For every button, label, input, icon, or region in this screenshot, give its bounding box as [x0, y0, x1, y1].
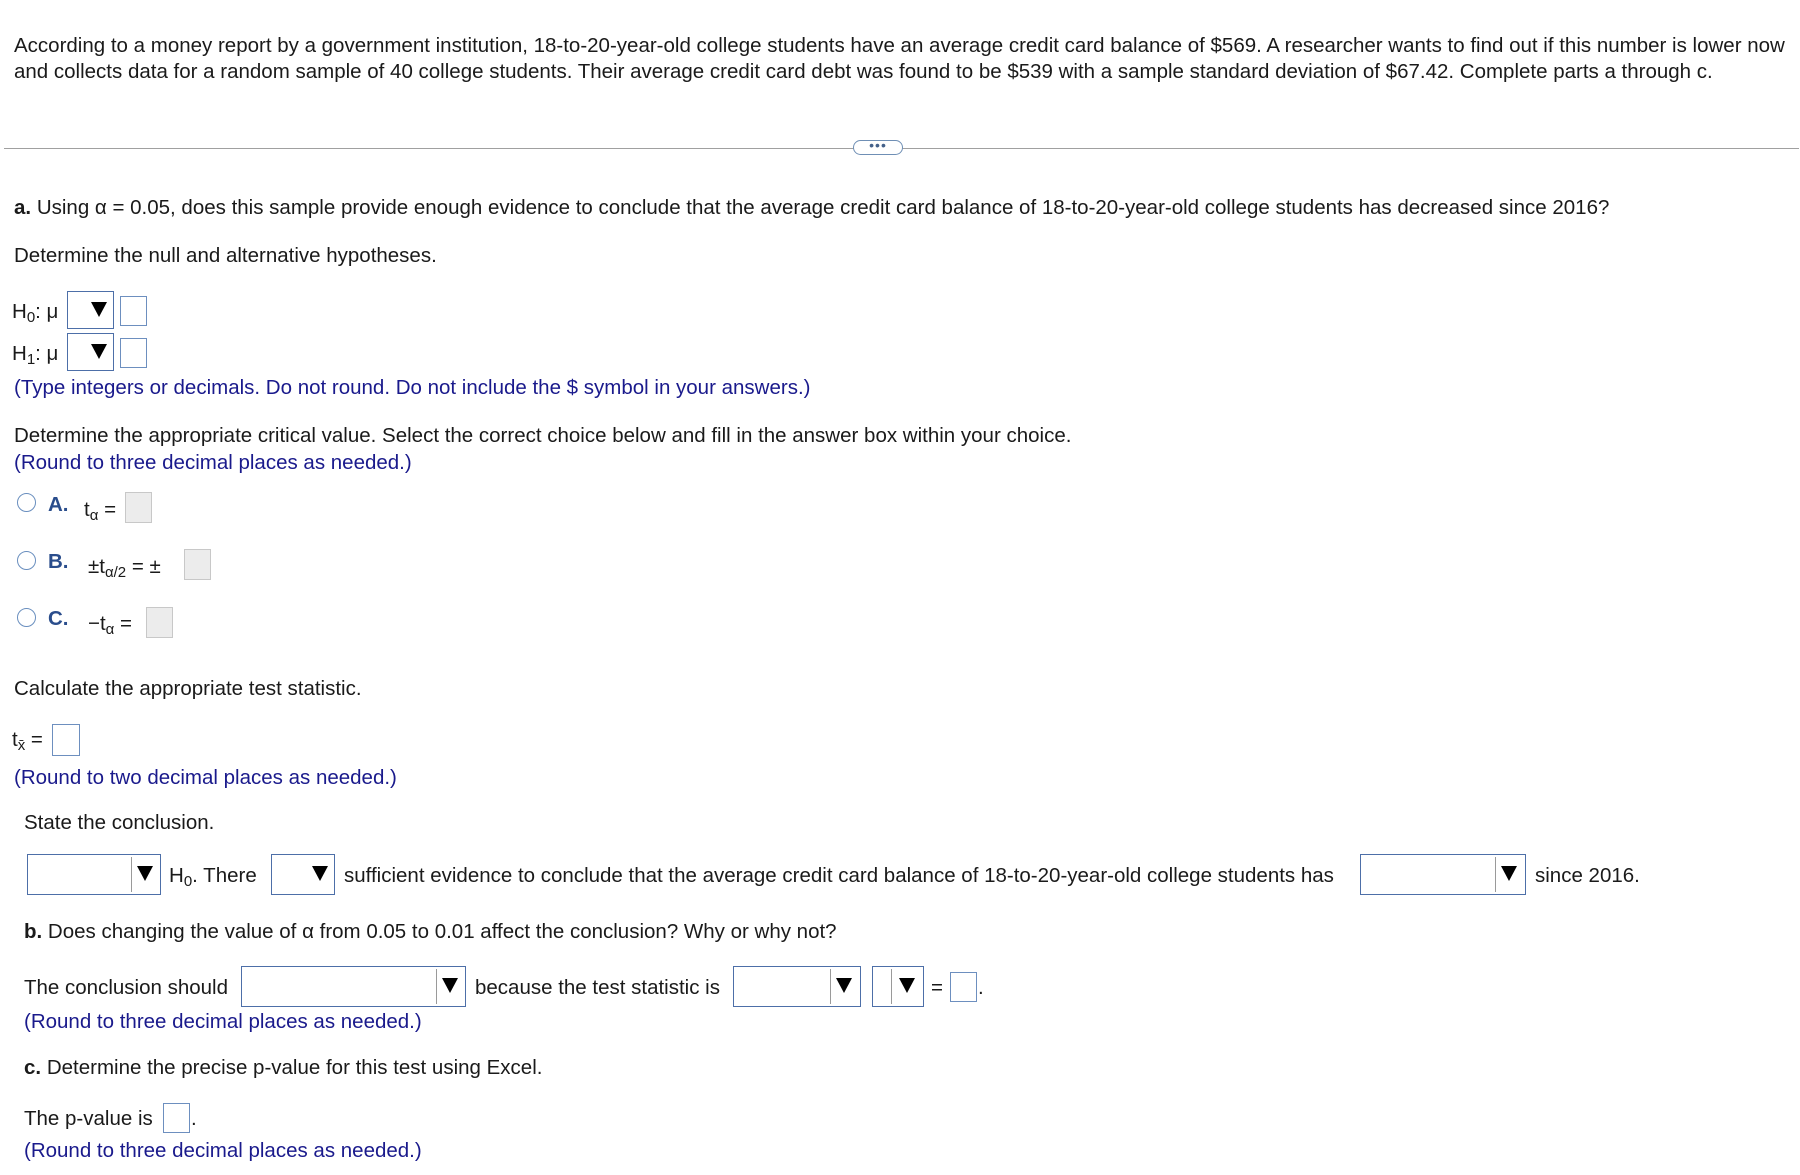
part-a-label: a.	[14, 196, 32, 219]
part-c-label: c.	[24, 1056, 42, 1079]
hypotheses-prompt: Determine the null and alternative hypotheses.	[14, 244, 437, 267]
p-value-input[interactable]	[163, 1103, 190, 1133]
chevron-down-icon	[137, 866, 153, 881]
chevron-down-icon	[1501, 866, 1517, 881]
conclusion-end-text: since 2016.	[1535, 864, 1640, 887]
h1-label: $H_1$: μ	[12, 342, 59, 368]
test-statistic-label: $t_{x̄}$ =	[12, 728, 43, 754]
choice-c-input[interactable]	[146, 607, 173, 638]
part-b-label: b.	[24, 920, 43, 943]
p-value-note: (Round to three decimal places as needed.)	[24, 1139, 422, 1162]
conclusion-should-label: The conclusion should	[24, 976, 228, 999]
hypotheses-note: (Type integers or decimals. Do not round. Do not include the $ symbol in your answers.)	[14, 376, 811, 399]
part-b-question	[24, 920, 837, 944]
critical-value-symbol-dropdown[interactable]	[872, 966, 924, 1007]
balance-change-dropdown[interactable]	[1360, 854, 1526, 895]
chevron-down-icon	[91, 344, 107, 359]
h0-label: $H_0$: μ	[12, 300, 59, 326]
part-c-question	[24, 1056, 542, 1080]
test-statistic-input[interactable]	[52, 724, 80, 756]
chevron-down-icon	[442, 978, 458, 993]
choice-b-expression: $\pm t_{\alpha/2}$ = ±	[88, 555, 161, 581]
test-statistic-note: (Round to two decimal places as needed.)	[14, 766, 397, 789]
h1-operator-dropdown[interactable]	[67, 333, 114, 371]
p-value-period: .	[191, 1107, 197, 1130]
conclusion-h0: $H_0$. There	[169, 864, 257, 890]
choice-a-letter: A.	[48, 493, 69, 516]
part-b-period: .	[978, 976, 984, 999]
conclusion-prompt: State the conclusion.	[24, 811, 215, 834]
choice-c-radio[interactable]	[17, 608, 36, 627]
part-b-note: (Round to three decimal places as needed.)	[24, 1010, 422, 1033]
part-c-text: Determine the precise p-value for this test using Excel.	[46, 1056, 543, 1079]
choice-b-radio[interactable]	[17, 551, 36, 570]
part-b-value-input[interactable]	[950, 972, 977, 1002]
p-value-label: The p-value is	[24, 1107, 153, 1130]
part-a-question	[14, 196, 1609, 220]
part-a-text: Using α = 0.05, does this sample provide enough evidence to conclude that the average credit card balance of 18-to-20-year-old college students has decreased since 2016?	[36, 196, 1610, 219]
chevron-down-icon	[312, 866, 328, 881]
equals-sign: =	[931, 976, 943, 999]
conclusion-change-dropdown[interactable]	[241, 966, 466, 1007]
test-statistic-prompt: Calculate the appropriate test statistic.	[14, 677, 362, 700]
choice-c-expression: $-t_\alpha$ =	[88, 612, 133, 638]
chevron-down-icon	[836, 978, 852, 993]
reject-decision-dropdown[interactable]	[27, 854, 161, 895]
choice-a-expression: $t_\alpha$ =	[84, 498, 117, 524]
critical-value-note: (Round to three decimal places as needed.)	[14, 451, 412, 474]
h1-value-input[interactable]	[120, 338, 147, 368]
choice-b-letter: B.	[48, 550, 69, 573]
h0-value-input[interactable]	[120, 296, 147, 326]
critical-value-prompt: Determine the appropriate critical value. Select the correct choice below and fill in the answer box within your choice.	[14, 424, 1072, 447]
problem-statement: According to a money report by a government institution, 18-to-20-year-old college students have an average credit card balance of $569. A researcher wants to find out if this number is lower now and collects data for a random sample of 40 college students. Their average credit card debt was found to be $539 with a sample standard deviation of $67.42. Complete parts a through c.	[14, 34, 1785, 83]
choice-a-input[interactable]	[125, 492, 152, 523]
test-statistic-comparison-dropdown[interactable]	[733, 966, 861, 1007]
chevron-down-icon	[899, 978, 915, 993]
choice-c-letter: C.	[48, 607, 69, 630]
choice-a-radio[interactable]	[17, 493, 36, 512]
because-label: because the test statistic is	[475, 976, 720, 999]
chevron-down-icon	[91, 302, 107, 317]
choice-b-input[interactable]	[184, 549, 211, 580]
h0-operator-dropdown[interactable]	[67, 291, 114, 329]
conclusion-middle-text: sufficient evidence to conclude that the average credit card balance of 18-to-20-year-old college students has	[344, 864, 1334, 887]
evidence-dropdown[interactable]	[271, 854, 335, 895]
part-b-text: Does changing the value of α from 0.05 to 0.01 affect the conclusion? Why or why not?	[47, 920, 837, 943]
expand-more-button[interactable]: •••	[853, 140, 903, 155]
